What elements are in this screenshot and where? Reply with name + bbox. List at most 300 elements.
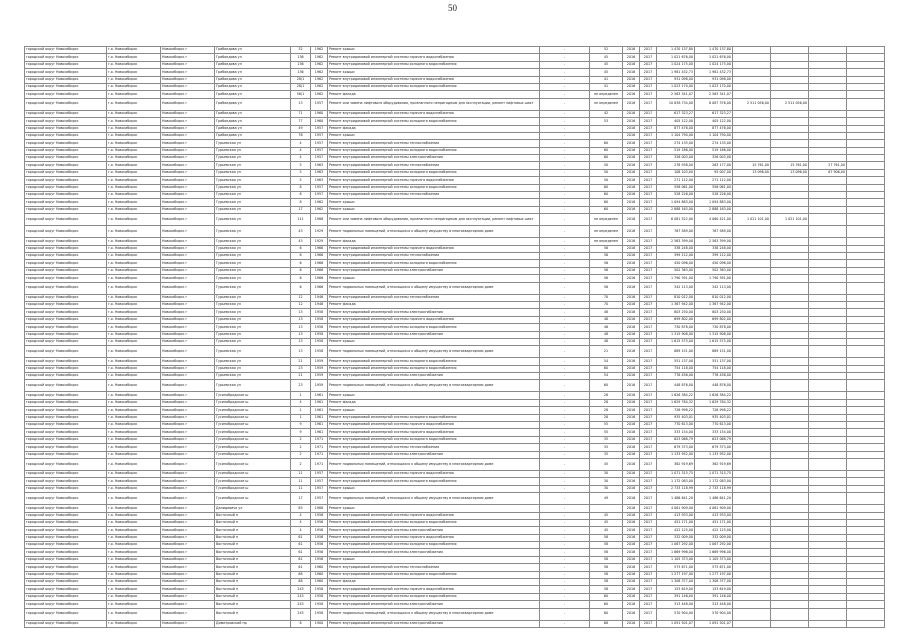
table-cell: 413 933,00 — [695, 512, 733, 519]
table-cell: 1963 — [311, 177, 328, 184]
table-cell: 1961 — [311, 399, 328, 406]
table-cell: 935 403,01 — [657, 414, 695, 421]
table-cell: Ремонт внутридомовой инженерной системы горячего водоснабжения — [328, 534, 540, 541]
table-cell — [733, 527, 771, 534]
table-cell: 1988 — [311, 505, 328, 512]
table-cell — [771, 309, 809, 316]
table-cell: - — [540, 316, 590, 323]
table-cell: 810 012,00 — [695, 294, 733, 301]
table-cell — [733, 110, 771, 117]
table-cell: 2016 — [623, 267, 640, 274]
table-cell: 1 367 942,00 — [657, 301, 695, 308]
table-cell: Ремонт подвальных помещений, относящихся к общему имуществу в многоквартирном доме — [328, 458, 540, 470]
table-cell-empty — [847, 519, 885, 526]
table-cell: городской округ Новосибирск — [25, 346, 107, 358]
table-cell — [733, 309, 771, 316]
table-cell — [809, 608, 847, 620]
table-cell: - — [540, 493, 590, 505]
table-cell — [809, 392, 847, 399]
table-cell — [733, 275, 771, 282]
table-cell: г.о. Новосибирск — [107, 177, 161, 184]
capital-repair-register-table — [24, 46, 885, 628]
table-cell: Ремонт внутридомовой инженерной системы горячего водоснабжения — [328, 54, 540, 61]
table-cell — [733, 267, 771, 274]
table-cell — [809, 380, 847, 392]
table-cell: 767 589,00 — [695, 226, 733, 238]
table-cell: 60 — [590, 601, 623, 608]
table-cell: 6 — [291, 252, 311, 259]
table-cell-empty — [847, 61, 885, 68]
table-cell: г.о. Новосибирск — [107, 571, 161, 578]
table-cell — [771, 608, 809, 620]
table-cell: 502 363,00 — [657, 267, 695, 274]
table-cell: 1 021 676,00 — [657, 54, 695, 61]
table-cell: 338 248,00 — [695, 245, 733, 252]
table-cell — [733, 593, 771, 600]
table-cell: г.о. Новосибирск — [107, 184, 161, 191]
table-cell: - — [540, 177, 590, 184]
table-cell: 2016 — [623, 564, 640, 571]
table-cell — [733, 47, 771, 54]
table-cell: 2017 — [640, 294, 657, 301]
table-cell: 13 096,00 — [733, 169, 771, 176]
table-cell: 362 919,69 — [695, 458, 733, 470]
table-cell: 13 — [291, 316, 311, 323]
table-cell: 2017 — [640, 226, 657, 238]
table-cell: Ремонт внутридомовой инженерной системы электроснабжения — [328, 155, 540, 162]
table-cell: 2017 — [640, 267, 657, 274]
table-cell: - — [540, 338, 590, 345]
table-cell: 2016 — [623, 155, 640, 162]
table-cell: 1962 — [311, 69, 328, 76]
table-cell: Восточный п — [215, 527, 291, 534]
table-cell: 10 838 734,00 — [657, 98, 695, 110]
table-cell — [809, 47, 847, 54]
table-cell: - — [540, 571, 590, 578]
table-cell — [771, 593, 809, 600]
table-cell-empty — [847, 267, 885, 274]
table-cell-empty — [847, 478, 885, 485]
table-cell: - — [540, 91, 590, 98]
table-cell: - — [540, 238, 590, 245]
table-row — [25, 493, 885, 505]
table-cell — [809, 238, 847, 245]
table-cell: Новосибирск г — [161, 407, 215, 414]
table-cell: 2017 — [640, 620, 657, 627]
table-cell — [733, 331, 771, 338]
table-cell: Далидовича ул — [215, 505, 291, 512]
table-cell: Ремонт внутридомовой инженерной системы холодного водоснабжения — [328, 169, 540, 176]
table-cell: Новосибирск г — [161, 294, 215, 301]
table-cell: 528 226,00 — [657, 192, 695, 199]
table-cell: Грибоедова ул — [215, 76, 291, 83]
table-cell — [733, 564, 771, 571]
table-row — [25, 206, 885, 213]
table-cell-empty — [847, 579, 885, 586]
table-cell — [771, 399, 809, 406]
table-cell: 1957 — [311, 470, 328, 477]
table-cell: 2016 — [623, 147, 640, 154]
table-cell — [771, 69, 809, 76]
table-cell: 1 790 391,00 — [657, 275, 695, 282]
table-cell: 58 — [590, 549, 623, 556]
table-cell: 422 125,00 — [657, 527, 695, 534]
table-cell: 41 — [590, 76, 623, 83]
table-cell: г.о. Новосибирск — [107, 399, 161, 406]
table-cell — [733, 485, 771, 492]
table-cell: Ремонт внутридомовой инженерной системы теплоснабжения — [328, 162, 540, 169]
table-cell: 45 — [590, 519, 623, 526]
table-cell: 2017 — [640, 61, 657, 68]
table-cell: 1 669 996,00 — [695, 549, 733, 556]
table-cell: 1962 — [311, 91, 328, 98]
table-cell: 48 — [590, 331, 623, 338]
table-cell — [771, 91, 809, 98]
table-cell: Гурьевская ул — [215, 252, 291, 259]
table-cell: 1971 — [311, 436, 328, 443]
table-cell: 1929 — [311, 226, 328, 238]
table-cell: Новосибирск г — [161, 169, 215, 176]
table-cell: 573 671,00 — [695, 564, 733, 571]
table-cell: Ремонт внутридомовой инженерной системы теплоснабжения — [328, 252, 540, 259]
table-cell: Восточный п — [215, 564, 291, 571]
table-cell: 2016 — [623, 110, 640, 117]
table-cell — [771, 519, 809, 526]
table-cell-empty — [847, 346, 885, 358]
table-cell: Гусинобродское ш — [215, 470, 291, 477]
table-cell: 2016 — [623, 470, 640, 477]
table-row — [25, 226, 885, 238]
table-cell: городской округ Новосибирск — [25, 91, 107, 98]
table-cell: 278 938,00 — [657, 162, 695, 169]
table-cell: 2017 — [640, 586, 657, 593]
table-cell — [809, 407, 847, 414]
table-cell — [771, 199, 809, 206]
table-cell: 60 — [590, 380, 623, 392]
table-cell: городской округ Новосибирск — [25, 620, 107, 627]
table-cell: г.о. Новосибирск — [107, 564, 161, 571]
table-cell — [809, 512, 847, 519]
table-cell — [809, 458, 847, 470]
table-cell: 2017 — [640, 206, 657, 213]
table-cell: - — [540, 519, 590, 526]
table-cell: г.о. Новосибирск — [107, 238, 161, 245]
table-cell: - — [540, 579, 590, 586]
table-cell: Ремонт внутридомовой инженерной системы холодного водоснабжения — [328, 358, 540, 365]
table-cell: Гусинобродское ш — [215, 444, 291, 451]
table-cell — [771, 422, 809, 429]
table-cell: 11 — [291, 478, 311, 485]
table-cell — [590, 505, 623, 512]
table-cell: - — [540, 458, 590, 470]
table-cell: Новосибирск г — [161, 556, 215, 563]
table-cell: Ремонт внутридомовой инженерной системы электроснабжения — [328, 601, 540, 608]
table-cell: 2017 — [640, 275, 657, 282]
table-cell: Ремонт крыши — [328, 47, 540, 54]
table-cell: Новосибирск г — [161, 162, 215, 169]
table-cell — [771, 549, 809, 556]
table-cell: 5 — [291, 177, 311, 184]
table-cell: 1957 — [311, 98, 328, 110]
table-cell: - — [540, 331, 590, 338]
table-cell: г.о. Новосибирск — [107, 206, 161, 213]
table-cell: 451 171,00 — [657, 519, 695, 526]
table-cell: Новосибирск г — [161, 620, 215, 627]
table-cell: Ремонт крыши — [328, 199, 540, 206]
table-cell: Новосибирск г — [161, 267, 215, 274]
table-cell: 726 998,22 — [657, 407, 695, 414]
table-cell: городской округ Новосибирск — [25, 542, 107, 549]
table-row — [25, 132, 885, 139]
table-cell-empty — [847, 620, 885, 627]
table-cell: 56 — [590, 245, 623, 252]
table-cell: Восточный п — [215, 534, 291, 541]
table-cell: 1 486 641,20 — [695, 493, 733, 505]
table-row — [25, 458, 885, 470]
table-cell: 2016 — [623, 392, 640, 399]
table-cell: 528 226,00 — [695, 192, 733, 199]
table-cell: 519 186,00 — [657, 147, 695, 154]
table-cell: - — [540, 586, 590, 593]
table-cell-empty — [847, 331, 885, 338]
table-cell: городской округ Новосибирск — [25, 316, 107, 323]
table-cell — [733, 226, 771, 238]
table-cell: 48 — [590, 309, 623, 316]
table-cell: г.о. Новосибирск — [107, 214, 161, 226]
table-cell: 6 — [291, 275, 311, 282]
table-cell: - — [540, 478, 590, 485]
table-cell — [771, 331, 809, 338]
table-cell: 1 629 784,32 — [657, 399, 695, 406]
table-cell: Гурьевская ул — [215, 380, 291, 392]
table-cell: Ремонт внутридомовой инженерной системы теплоснабжения — [328, 192, 540, 199]
table-cell: - — [540, 252, 590, 259]
table-cell: г.о. Новосибирск — [107, 429, 161, 436]
table-cell: 313 448,00 — [695, 601, 733, 608]
table-cell: городской округ Новосибирск — [25, 61, 107, 68]
table-cell: городской округ Новосибирск — [25, 76, 107, 83]
table-cell: 2017 — [640, 556, 657, 563]
table-cell — [809, 493, 847, 505]
table-cell: 1 094 883,00 — [657, 199, 695, 206]
table-cell — [809, 579, 847, 586]
table-cell: Ремонт крыши — [328, 392, 540, 399]
table-row — [25, 392, 885, 399]
table-cell: 2016 — [623, 206, 640, 213]
table-cell: 1 104 790,00 — [695, 132, 733, 139]
table-row — [25, 98, 885, 110]
table-cell: г.о. Новосибирск — [107, 365, 161, 372]
table-row — [25, 184, 885, 191]
table-cell — [733, 505, 771, 512]
table-cell: Грибоедова ул — [215, 98, 291, 110]
table-cell: Новосибирск г — [161, 493, 215, 505]
table-row — [25, 478, 885, 485]
table-cell: 2016 — [623, 620, 640, 627]
table-cell: 1962 — [311, 76, 328, 83]
table-cell: 2 563 399,00 — [695, 238, 733, 245]
table-cell: 1946 — [311, 294, 328, 301]
table-cell — [771, 527, 809, 534]
table-cell: 56 — [590, 252, 623, 259]
table-cell: 1 091 501,07 — [657, 620, 695, 627]
table-cell: 2 888 163,00 — [657, 206, 695, 213]
table-cell: 2017 — [640, 470, 657, 477]
table-cell: 391 146,00 — [695, 593, 733, 600]
table-cell: 56 — [590, 275, 623, 282]
table-cell: 362 919,69 — [657, 458, 695, 470]
table-cell: 1 091 501,07 — [695, 620, 733, 627]
table-cell — [733, 571, 771, 578]
table-cell: Новосибирск г — [161, 505, 215, 512]
table-cell — [733, 392, 771, 399]
table-cell: Новосибирск г — [161, 192, 215, 199]
table-cell: 4 — [291, 512, 311, 519]
table-cell: Грибоедова ул — [215, 83, 291, 90]
table-cell-empty — [847, 199, 885, 206]
table-cell: 889 151,00 — [657, 346, 695, 358]
table-cell: городской округ Новосибирск — [25, 485, 107, 492]
table-cell: Гурьевская ул — [215, 140, 291, 147]
table-cell: Новосибирск г — [161, 593, 215, 600]
table-cell: городской округ Новосибирск — [25, 125, 107, 132]
table-cell: Гурьевская ул — [215, 282, 291, 294]
table-cell: Гурьевская ул — [215, 301, 291, 308]
table-cell: Новосибирск г — [161, 542, 215, 549]
table-row — [25, 125, 885, 132]
table-cell: 23 — [291, 365, 311, 372]
table-cell: 1 071 315,75 — [657, 470, 695, 477]
table-cell-empty — [847, 169, 885, 176]
table-cell: Новосибирск г — [161, 414, 215, 421]
table-cell: 2016 — [623, 118, 640, 125]
table-cell: 556 061,00 — [695, 184, 733, 191]
table-cell: 1958 — [311, 593, 328, 600]
table-cell-empty — [847, 399, 885, 406]
table-cell: Новосибирск г — [161, 177, 215, 184]
table-cell: 2017 — [640, 358, 657, 365]
table-cell: 2016 — [623, 282, 640, 294]
table-cell — [771, 61, 809, 68]
table-cell: - — [540, 125, 590, 132]
table-cell: Ремонт внутридомовой инженерной системы теплоснабжения — [328, 444, 540, 451]
table-cell — [771, 620, 809, 627]
table-cell: - — [540, 365, 590, 372]
table-cell-empty — [847, 275, 885, 282]
table-cell: 2016 — [623, 579, 640, 586]
table-cell: 60 — [590, 147, 623, 154]
table-cell: Гурьевская ул — [215, 169, 291, 176]
table-cell: 502 363,00 — [695, 267, 733, 274]
table-cell — [733, 252, 771, 259]
table-cell: 2 — [291, 444, 311, 451]
table-cell — [733, 76, 771, 83]
table-cell — [809, 294, 847, 301]
table-cell: 28 — [590, 407, 623, 414]
table-cell: 333 154,00 — [695, 429, 733, 436]
table-cell: 2017 — [640, 214, 657, 226]
table-cell: 1 470 137,80 — [695, 47, 733, 54]
table-cell — [809, 620, 847, 627]
table-cell: не определен — [590, 238, 623, 245]
table-cell: 2 563 341,07 — [695, 91, 733, 98]
table-cell: Новосибирск г — [161, 118, 215, 125]
table-cell: г.о. Новосибирск — [107, 527, 161, 534]
table-cell: Восточный п — [215, 571, 291, 578]
table-cell — [733, 579, 771, 586]
table-cell: 58 — [590, 579, 623, 586]
table-cell: не определен — [590, 214, 623, 226]
table-cell — [771, 542, 809, 549]
table-cell: 2016 — [623, 608, 640, 620]
table-cell: г.о. Новосибирск — [107, 620, 161, 627]
table-cell: Ремонт внутридомовой инженерной системы холодного водоснабжения — [328, 365, 540, 372]
table-cell — [809, 331, 847, 338]
table-cell: Новосибирск г — [161, 571, 215, 578]
table-cell-empty — [847, 316, 885, 323]
table-cell: Новосибирск г — [161, 478, 215, 485]
table-cell: Ремонт внутридомовой инженерной системы горячего водоснабжения — [328, 76, 540, 83]
table-cell: городской округ Новосибирск — [25, 608, 107, 620]
table-row — [25, 155, 885, 162]
table-cell: 2016 — [623, 54, 640, 61]
table-cell — [809, 118, 847, 125]
table-cell — [733, 54, 771, 61]
table-cell: 2017 — [640, 373, 657, 380]
table-cell: городской округ Новосибирск — [25, 238, 107, 245]
table-cell: городской округ Новосибирск — [25, 47, 107, 54]
table-cell — [809, 155, 847, 162]
table-cell: 1962 — [311, 206, 328, 213]
table-cell — [809, 422, 847, 429]
table-cell: 1957 — [311, 132, 328, 139]
table-cell: 243 — [291, 586, 311, 593]
table-cell: Новосибирск г — [161, 373, 215, 380]
table-cell: 551 137,00 — [657, 358, 695, 365]
table-cell: 85 — [291, 505, 311, 512]
table-cell: 2017 — [640, 549, 657, 556]
table-cell: 53 — [590, 118, 623, 125]
table-cell: Ремонт фасада — [328, 399, 540, 406]
table-cell: г.о. Новосибирск — [107, 309, 161, 316]
table-cell: 42 — [590, 110, 623, 117]
table-cell — [733, 436, 771, 443]
table-row — [25, 267, 885, 274]
table-cell: 61 — [291, 534, 311, 541]
table-cell: 48 — [590, 338, 623, 345]
table-cell: Ремонт внутридомовой инженерной системы горячего водоснабжения — [328, 110, 540, 117]
table-cell: г.о. Новосибирск — [107, 83, 161, 90]
table-cell: 573 671,00 — [657, 564, 695, 571]
table-cell: 333 154,00 — [657, 429, 695, 436]
table-cell: Грибоедова ул — [215, 69, 291, 76]
table-cell: - — [540, 282, 590, 294]
table-cell — [733, 199, 771, 206]
table-cell: 60 — [590, 155, 623, 162]
table-cell: 8 — [291, 192, 311, 199]
table-cell: не определен — [590, 91, 623, 98]
table-cell: городской округ Новосибирск — [25, 199, 107, 206]
table-cell: 30 — [590, 470, 623, 477]
table-cell: 2017 — [640, 76, 657, 83]
table-cell: 2017 — [640, 309, 657, 316]
table-cell: 60 — [590, 140, 623, 147]
table-cell: 2016 — [623, 346, 640, 358]
table-cell: 451 171,00 — [695, 519, 733, 526]
table-cell: Ремонт фасада — [328, 238, 540, 245]
table-cell: 55 — [590, 422, 623, 429]
table-cell: 2016 — [623, 534, 640, 541]
